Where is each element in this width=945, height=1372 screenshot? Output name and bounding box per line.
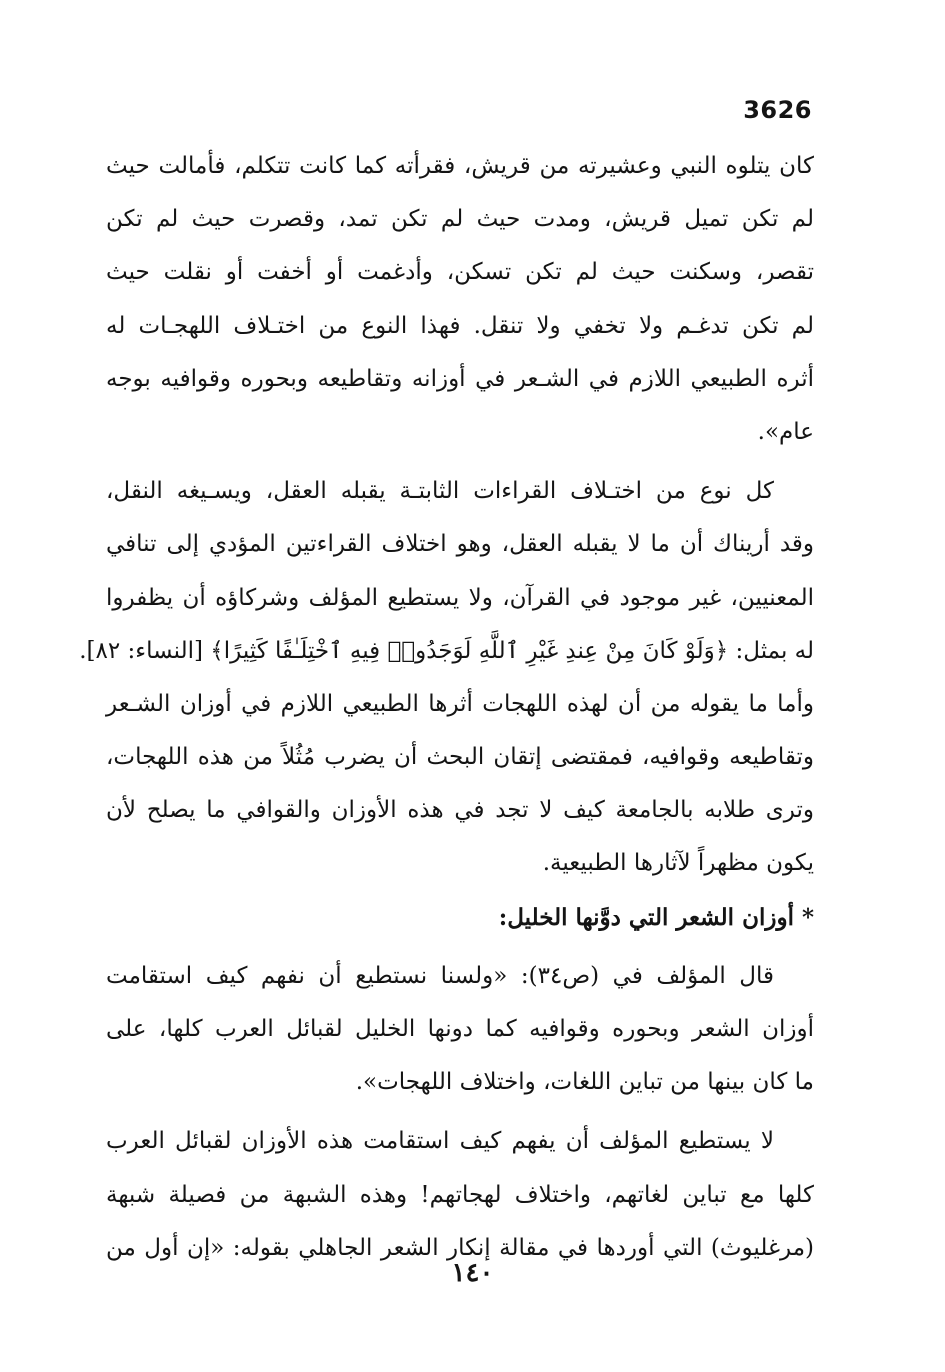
- text-line: كلها مع تباين لغاتهم، واختلاف لهجاتهم! وهذه الشبهة من فصيلة شبهة: [106, 1181, 814, 1208]
- text-line: وقد أريناك أن ما لا يقبله العقل، وهو اختلاف القراءتين المؤدي إلى تنافي: [106, 531, 814, 558]
- text-line: لم تكن تدغـم ولا تخفي ولا تنقل. فهذا النوع من اختـلاف اللهجـات له: [106, 312, 814, 339]
- page-folio: ١٤٠: [451, 1258, 494, 1288]
- text-line: ما كان بينها من تباين اللغات، واختلاف اللهجات».: [355, 1069, 814, 1096]
- section-heading-text: * أوزان الشعر التي دوَّنها الخليل:: [498, 903, 814, 931]
- text-line: تقصر، وسكنت حيث لم تكن تسكن، وأدغمت أو أخفت أو نقلت حيث: [106, 259, 814, 286]
- text-line: أوزان الشعر وبحوره وقوافيه كما دونها الخليل لقبائل العرب كلها، على: [106, 1016, 814, 1042]
- text-line: أثره الطبيعي اللازم في الشـعر في أوزانه وتقاطيعه وبحوره وقوافيه بوجه: [106, 365, 814, 392]
- text-line: (مرغليوث) التي أوردها في مقالة إنكار الشعر الجاهلي بقوله: «إن أول من: [106, 1234, 814, 1261]
- paragraph: [79, 465, 814, 891]
- page-number-top: 3626: [743, 96, 812, 124]
- body-text: [79, 140, 814, 1275]
- text-line: قال المؤلف في (ص٣٤): «ولسنا نستطيع أن نفهم كيف استقامت: [106, 962, 774, 989]
- paragraph-quote: [106, 950, 814, 1110]
- section-heading: [106, 891, 814, 944]
- text-line: لم تكن تميل قريش، ومدت حيث لم تكن تمد، وقصرت حيث لم تكن: [106, 206, 814, 233]
- text-line: وترى طلابه بالجامعة كيف لا تجد في هذه الأوزان والقوافي ما يصلح لأن: [106, 797, 814, 824]
- quran-verse-line: له بمثل: ﴿وَلَوْ كَانَ مِنْ عِندِ غَيْرِ ٱللَّهِ لَوَجَدُوا۟ فِيهِ ٱخْتِلَـٰفًا كَثِيرًا﴾ [النساء: ٨٢].: [79, 637, 814, 664]
- text-line: وأما ما يقوله من أن لهذه اللهجات أثرها الطبيعي اللازم في أوزان الشـعر: [106, 690, 814, 717]
- paragraph: [106, 1115, 814, 1275]
- text-line: يكون مظهراً لآثارها الطبيعية.: [542, 850, 814, 877]
- text-line: لا يستطيع المؤلف أن يفهم كيف استقامت هذه الأوزان لقبائل العرب: [106, 1128, 774, 1155]
- text-line: وتقاطيعه وقوافيه، فمقتضى إتقان البحث أن يضرب مُثُلاً من هذه اللهجات،: [106, 744, 814, 771]
- paragraph-continuation: [106, 140, 814, 459]
- text-line: عام».: [757, 418, 814, 445]
- text-line: كل نوع من اختـلاف القراءات الثابتـة يقبله العقل، ويسـيغه النقل،: [106, 478, 774, 505]
- text-line: المعنيين، غير موجود في القرآن، ولا يستطيع المؤلف وشركاؤه أن يظفروا: [106, 584, 814, 611]
- text-line: كان يتلوه النبي وعشيرته من قريش، فقرأته كما كانت تتكلم، فأمالت حيث: [106, 153, 814, 179]
